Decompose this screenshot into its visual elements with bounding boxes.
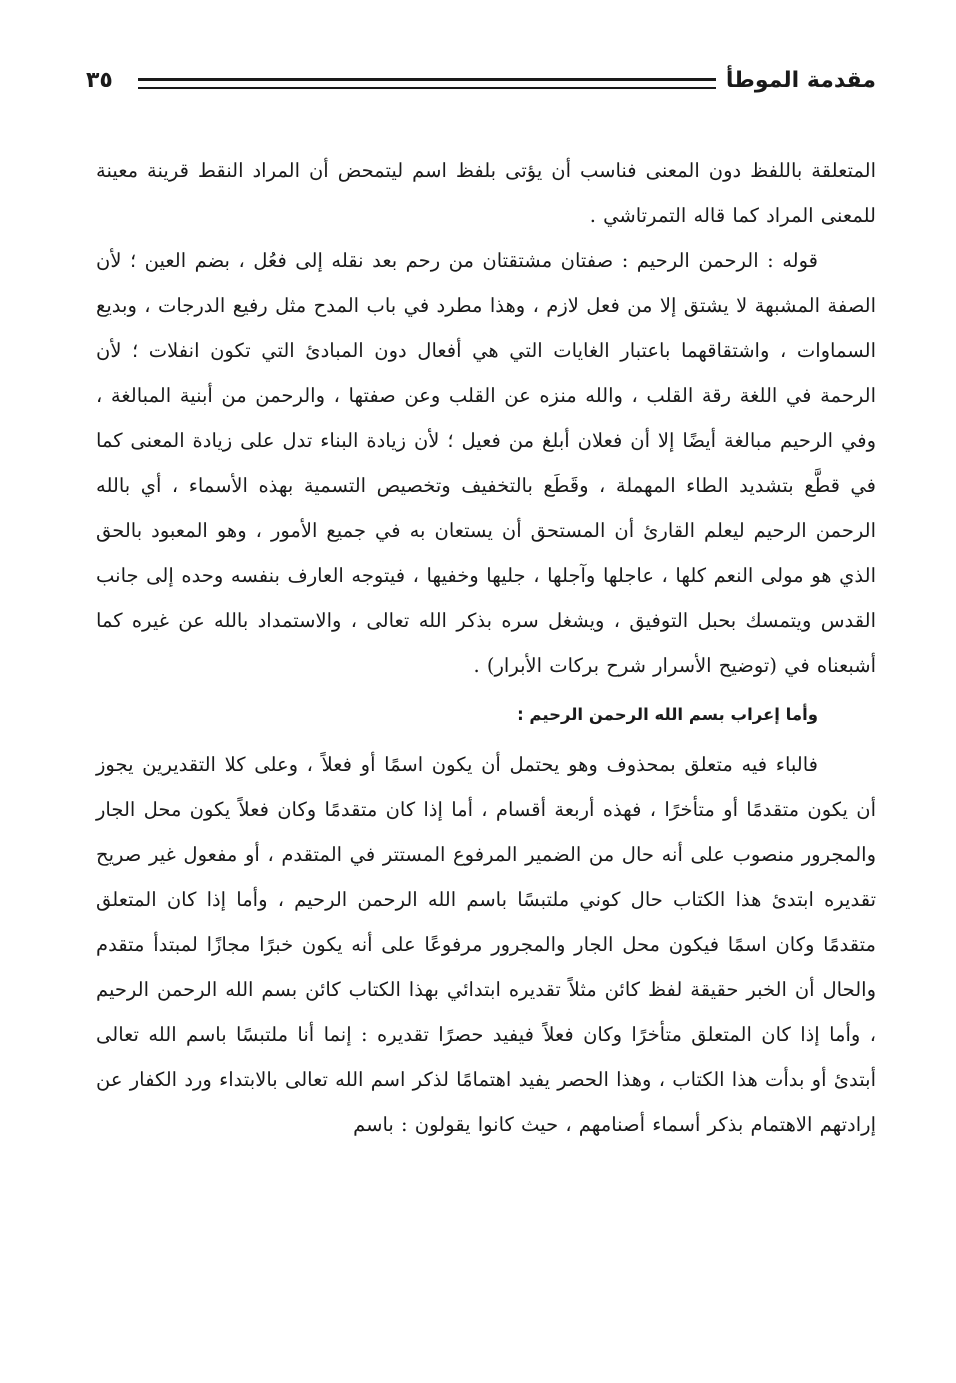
paragraph-irab: فالباء فيه متعلق بمحذوف وهو يحتمل أن يكون اسمًا أو فعلاً ، وعلى كلا التقديرين يجوز أن يكون متقدمًا أو متأخرًا ، فهذه أربعة أقسام ، أما إذا كان متقدمًا وكان فعلاً يكون محل الجار والمجرور منصوب على أنه حال من الضمير المرفوع المستتر في المتقدم ، أو مفعول غير صريح تقديره ابتدئ هذا الكتاب حال كوني ملتبسًا باسم الله الرحمن الرحيم ، وأما إذا كان المتعلق متقدمًا وكان اسمًا فيكون محل الجار والمجرور مرفوعًا على أنه يكون خبرًا مجازًا لمبتدأ متقدم والحال أن الخبر حقيقة لفظ كائن مثلاً تقديره ابتدائي بهذا الكتاب كائن بسم الله الرحمن الرحيم ، وأما إذا كان المتعلق متأخرًا وكان فعلاً فيفيد حصرًا تقديره : إنما أنا ملتبسًا باسم الله تعالى أبتدئ أو بدأت هذا الكتاب ، وهذا الحصر يفيد اهتمامًا لذكر اسم الله تعالى بالابتداء ورد الكفار عن إرادتهم الاهتمام بذكر أسماء أصنامهم ، حيث كانوا يقولون : باسم [96, 753, 876, 1136]
running-header-title: مقدمة الموطأ [725, 68, 876, 93]
page-number: ٣٥ [86, 68, 113, 93]
section-heading-irab: وأما إعراب بسم الله الرحمن الرحيم : [517, 705, 818, 724]
header-double-rule [138, 78, 716, 89]
running-header [86, 62, 876, 106]
paragraph-rahman-rahim: قوله : الرحمن الرحيم : صفتان مشتقتان من رحم بعد نقله إلى فعُل ، بضم العين ؛ لأن الصفة المشبهة لا يشتق إلا من فعل لازم ، وهذا مطرد في باب المدح مثل رفيع الدرجات ، وبديع السماوات ، واشتقاقهما باعتبار الغايات التي هي أفعال دون المبادئ التي تكون انفلات ؛ لأن الرحمة في اللغة رقة القلب ، والله منزه عن القلب وعن صفتها ، والرحمن من أبنية المبالغة ، وفي الرحيم مبالغة أيضًا إلا أن فعلان أبلغ من فعيل ؛ لأن زيادة البناء تدل على زيادة المعنى كما في قطَّع بتشديد الطاء المهملة ، وقَطَع بالتخفيف وتخصيص التسمية بهذه الأسماء ، أي بالله الرحمن الرحيم ليعلم القارئ أن المستحق أن يستعان به في جميع الأمور ، وهو المعبود بالحق الذي هو مولى النعم كلها ، عاجلها وآجلها ، جليها وخفيها ، فيتوجه العارف بنفسه وحده إلى جانب القدس ويتمسك بحبل التوفيق ، ويشغل سره بذكر الله تعالى ، والاستمداد بالله عن غيره كما أشبعناه في (توضيح الأسرار شرح بركات الأبرار) . [96, 249, 876, 677]
body-text [96, 148, 876, 1147]
paragraph-continuation: المتعلقة باللفظ دون المعنى فناسب أن يؤتى بلفظ اسم ليتمحض أن المراد النقط قرينة معينة للمعنى المراد كما قاله التمرتاشي . [96, 159, 876, 227]
